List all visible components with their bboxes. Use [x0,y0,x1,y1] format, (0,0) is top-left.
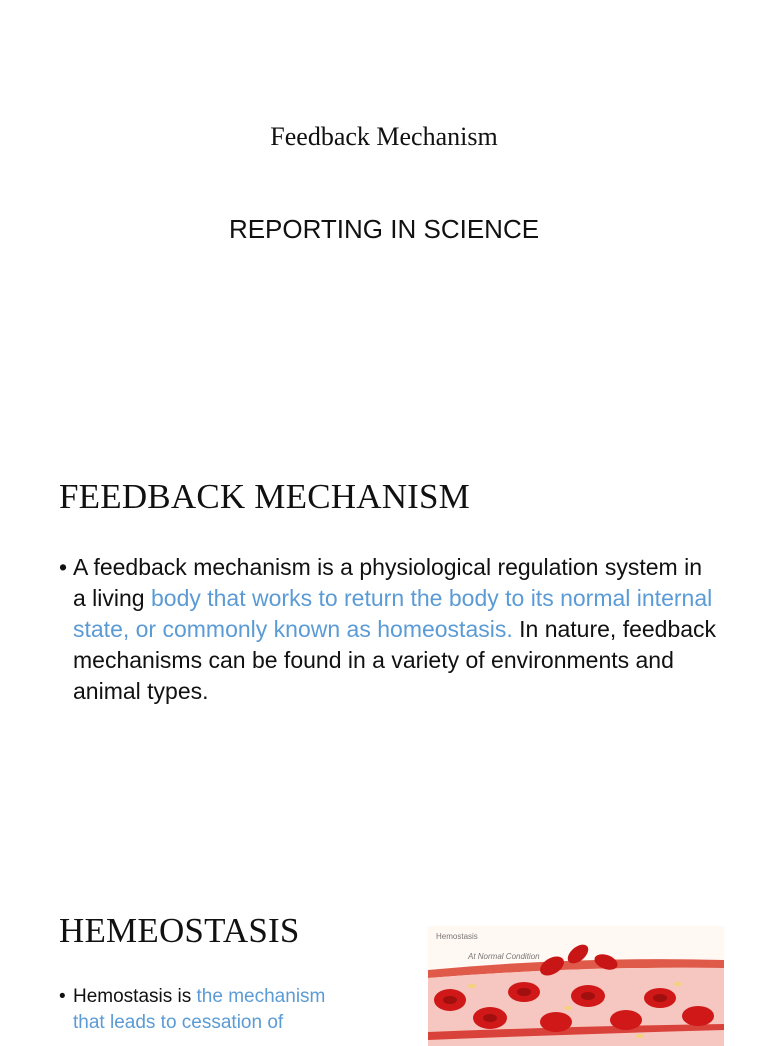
blood-cell-center [581,992,595,1000]
slide-heading: HEMEOSTASIS [59,911,300,950]
blood-cell-center [517,988,531,996]
blood-cell [682,1006,714,1026]
hemostasis-illustration [428,926,724,1046]
bullet-text-plain-after: In nature, feedback mechanisms can be found in a variety of environments and animal types. [73,616,717,704]
bullet-item [59,984,349,1036]
blood-cell-center [653,994,667,1002]
slide-heading: FEEDBACK MECHANISM [59,477,471,516]
slide-subtitle-text: REPORTING IN SCIENCE [228,214,540,244]
slide-title-text: Feedback Mechanism [270,122,498,151]
bullet-text-plain: A feedback mechanism is a physiological regulation system in a living [73,554,702,611]
bullet-marker: • [59,554,68,580]
image-label-title: Hemostasis [436,932,478,941]
platelet [636,1034,644,1038]
platelet [674,982,682,986]
bullet-text-highlight: body that works to return the body to its normal internal state, or commonly known as homeostasis. [73,585,713,642]
platelet [564,1006,572,1010]
blood-cell-center [443,996,457,1004]
bullet-item [59,552,719,707]
blood-cell [610,1010,642,1030]
blood-cell [540,1012,572,1032]
platelet [468,984,476,988]
slide-hemeostasis [0,860,768,1033]
bullet-text [73,984,349,1036]
blood-cell-center [483,1014,497,1022]
slide-feedback-mechanism [0,430,768,814]
bullet-text-highlight: the mechanism that leads to cessation of [73,986,326,1033]
bullet-marker: • [59,986,66,1007]
slide-title [0,0,768,384]
bullet-text [73,552,719,707]
blood-vessel-graphic [428,926,724,1046]
bullet-text-plain: Hemostasis is [73,986,197,1007]
image-label-subtitle: At Normal Condition [468,952,540,961]
